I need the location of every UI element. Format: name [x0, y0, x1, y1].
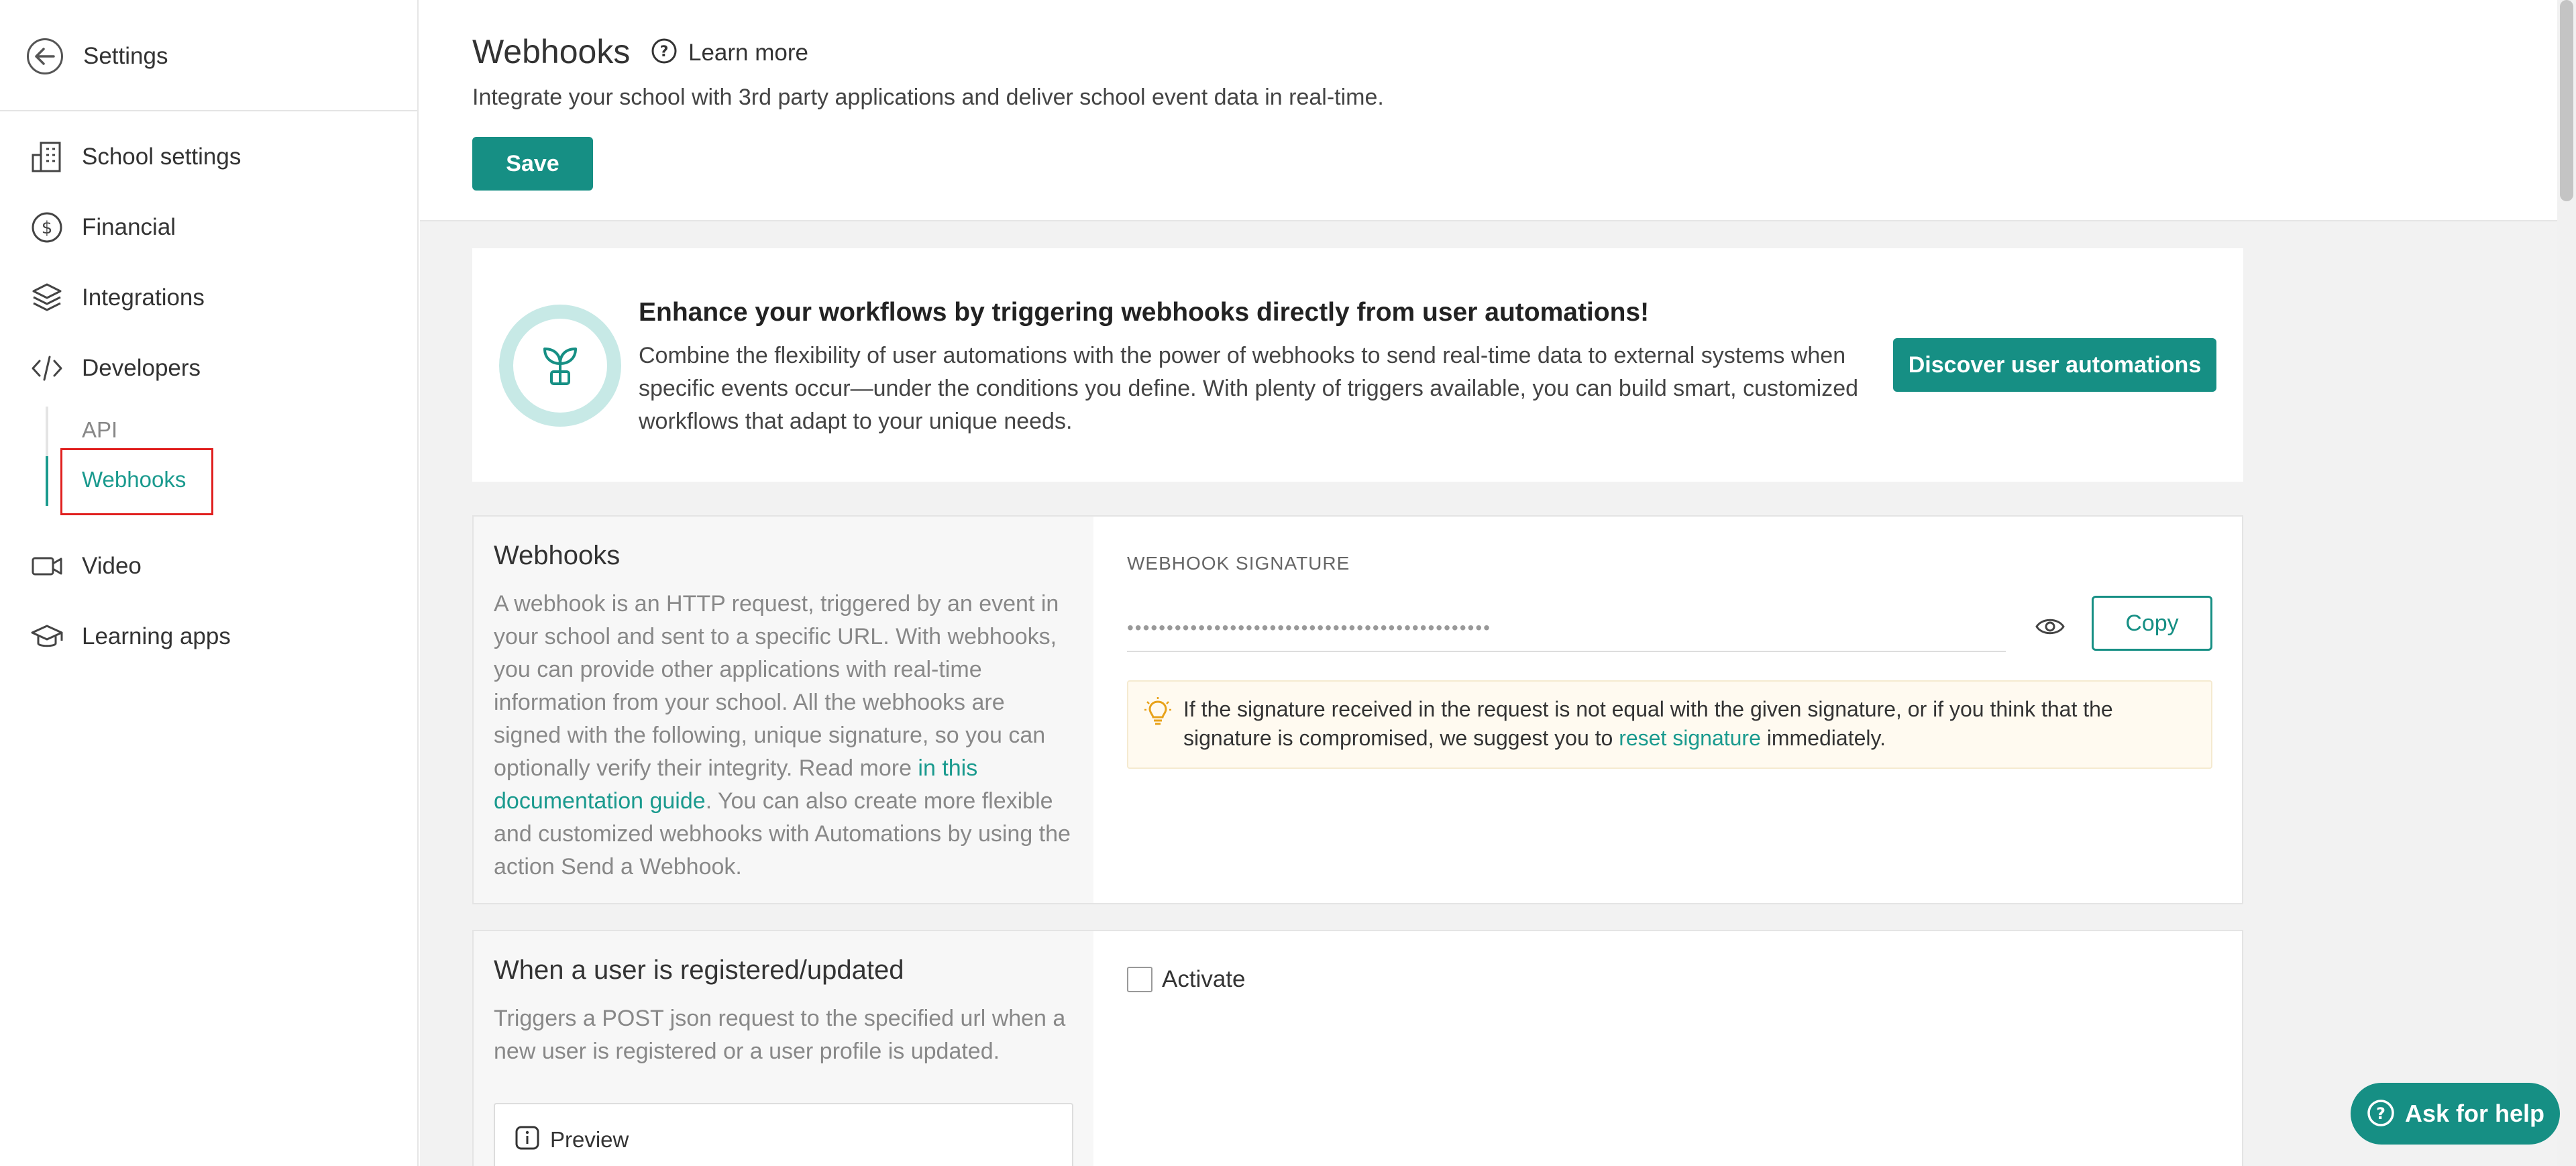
- webhook-signature-section: [1093, 517, 2242, 903]
- webhooks-panel-info: [474, 517, 1093, 903]
- sidebar-item-integrations[interactable]: [28, 278, 205, 318]
- lightbulb-icon: [1144, 696, 1171, 729]
- warning-text-end: immediately.: [1760, 726, 1886, 750]
- webhook-signature-label: WEBHOOK SIGNATURE: [1127, 553, 1350, 574]
- vertical-scrollbar-thumb[interactable]: [2560, 0, 2573, 201]
- sidebar-item-label: Financial: [82, 214, 176, 240]
- documentation-guide-link[interactable]: in this documentation guide: [494, 755, 978, 814]
- learn-more-link[interactable]: [651, 38, 808, 68]
- activate-checkbox[interactable]: [1127, 966, 1246, 993]
- sidebar-item-developers[interactable]: [28, 348, 201, 388]
- page-description: Integrate your school with 3rd party applications and deliver school event data in real-time.: [472, 85, 1384, 110]
- ask-for-help-label: Ask for help: [2404, 1100, 2545, 1127]
- building-icon: [28, 138, 66, 176]
- user-registered-panel-info: [474, 931, 1093, 1166]
- sidebar-item-financial[interactable]: [28, 207, 176, 248]
- webhook-signature-field[interactable]: ••••••••••••••••••••••••••••••••••••••••••••••: [1127, 602, 2006, 652]
- copy-signature-button[interactable]: Copy: [2092, 596, 2212, 651]
- activate-label: Activate: [1162, 966, 1246, 992]
- sidebar-subitem-webhooks[interactable]: Webhooks: [82, 467, 186, 492]
- page-header: [420, 0, 2557, 221]
- warning-text: If the signature received in the request is not equal with the given signature, or if you think that the signature is compromised, we suggest you to: [1183, 697, 2113, 750]
- sidebar-item-learning-apps[interactable]: [28, 617, 231, 657]
- learn-more-label: Learn more: [688, 39, 808, 66]
- promo-title: Enhance your workflows by triggering webhooks directly from user automations!: [639, 298, 1650, 327]
- sidebar-item-label: Video: [82, 553, 142, 579]
- svg-text:?: ?: [659, 44, 669, 60]
- info-icon: [515, 1126, 539, 1153]
- page-title: Webhooks: [472, 33, 631, 70]
- svg-text:$: $: [41, 218, 53, 238]
- signature-warning-text: [1183, 695, 2190, 753]
- back-to-settings-button[interactable]: [27, 38, 168, 75]
- user-registered-description: Triggers a POST json request to the specified url when a new user is registered or a user profile is updated.: [494, 1006, 1066, 1064]
- webhooks-description-text-end: . You can also create more flexible and customized webhooks with Automations by using the action Send a Webhook.: [494, 788, 1071, 880]
- back-arrow-icon: [27, 38, 63, 74]
- main-content: [420, 0, 2557, 1166]
- ask-for-help-button[interactable]: [2351, 1083, 2560, 1145]
- settings-back-label: Settings: [83, 43, 168, 69]
- webhooks-description-text: A webhook is an HTTP request, triggered by an event in your school and sent to a specific URL. With webhooks, you can provide other applications with real-time information from your school. All the webhooks are signed with the following, unique signature, so you can optionally verify their integrity. Read more: [494, 591, 1059, 781]
- sidebar-item-video[interactable]: [28, 546, 142, 586]
- help-circle-icon: [2366, 1098, 2396, 1130]
- discover-user-automations-button[interactable]: Discover user automations: [1893, 338, 2216, 392]
- sidebar-item-school-settings[interactable]: [28, 137, 241, 177]
- layers-icon: [28, 279, 66, 317]
- webhooks-signature-panel: [472, 515, 2243, 904]
- user-registered-settings: [1093, 931, 2242, 1166]
- eye-icon[interactable]: [2031, 608, 2069, 645]
- webhooks-panel-description: [494, 588, 1071, 884]
- reset-signature-link[interactable]: reset signature: [1619, 726, 1761, 750]
- help-circle-icon: [651, 38, 678, 68]
- plant-icon-badge: [499, 305, 621, 427]
- preview-toggle[interactable]: [515, 1126, 629, 1153]
- webhooks-panel-title: Webhooks: [494, 541, 621, 570]
- promo-text: Combine the flexibility of user automations with the power of webhooks to send real-time data to external systems when specific events occur—under the conditions you define. With plenty of triggers available, you can build smart, customized workflows that adapt to your unique needs.: [639, 343, 1859, 434]
- code-icon: [28, 350, 66, 387]
- sidebar-item-label: School settings: [82, 144, 241, 170]
- dollar-circle-icon: [28, 209, 66, 246]
- sidebar-sub-active-indicator: [46, 456, 48, 506]
- automations-promo-card: [472, 248, 2243, 482]
- save-button[interactable]: Save: [472, 137, 593, 191]
- sidebar-subitem-api[interactable]: API: [82, 417, 118, 442]
- video-camera-icon: [28, 547, 66, 585]
- preview-panel: [494, 1103, 1073, 1166]
- settings-sidebar: [0, 0, 419, 1166]
- user-registered-title: When a user is registered/updated: [494, 955, 904, 985]
- svg-text:?: ?: [2376, 1104, 2385, 1123]
- signature-warning-alert: [1127, 680, 2212, 769]
- sidebar-item-label: Developers: [82, 355, 201, 381]
- sidebar-divider: [0, 110, 417, 111]
- graduation-cap-icon: [28, 618, 66, 655]
- checkbox-box[interactable]: [1127, 967, 1152, 992]
- sidebar-item-label: Integrations: [82, 284, 205, 311]
- preview-label: Preview: [550, 1126, 629, 1152]
- sidebar-item-label: Learning apps: [82, 623, 231, 649]
- user-registered-panel: [472, 930, 2243, 1166]
- plant-icon: [537, 342, 584, 389]
